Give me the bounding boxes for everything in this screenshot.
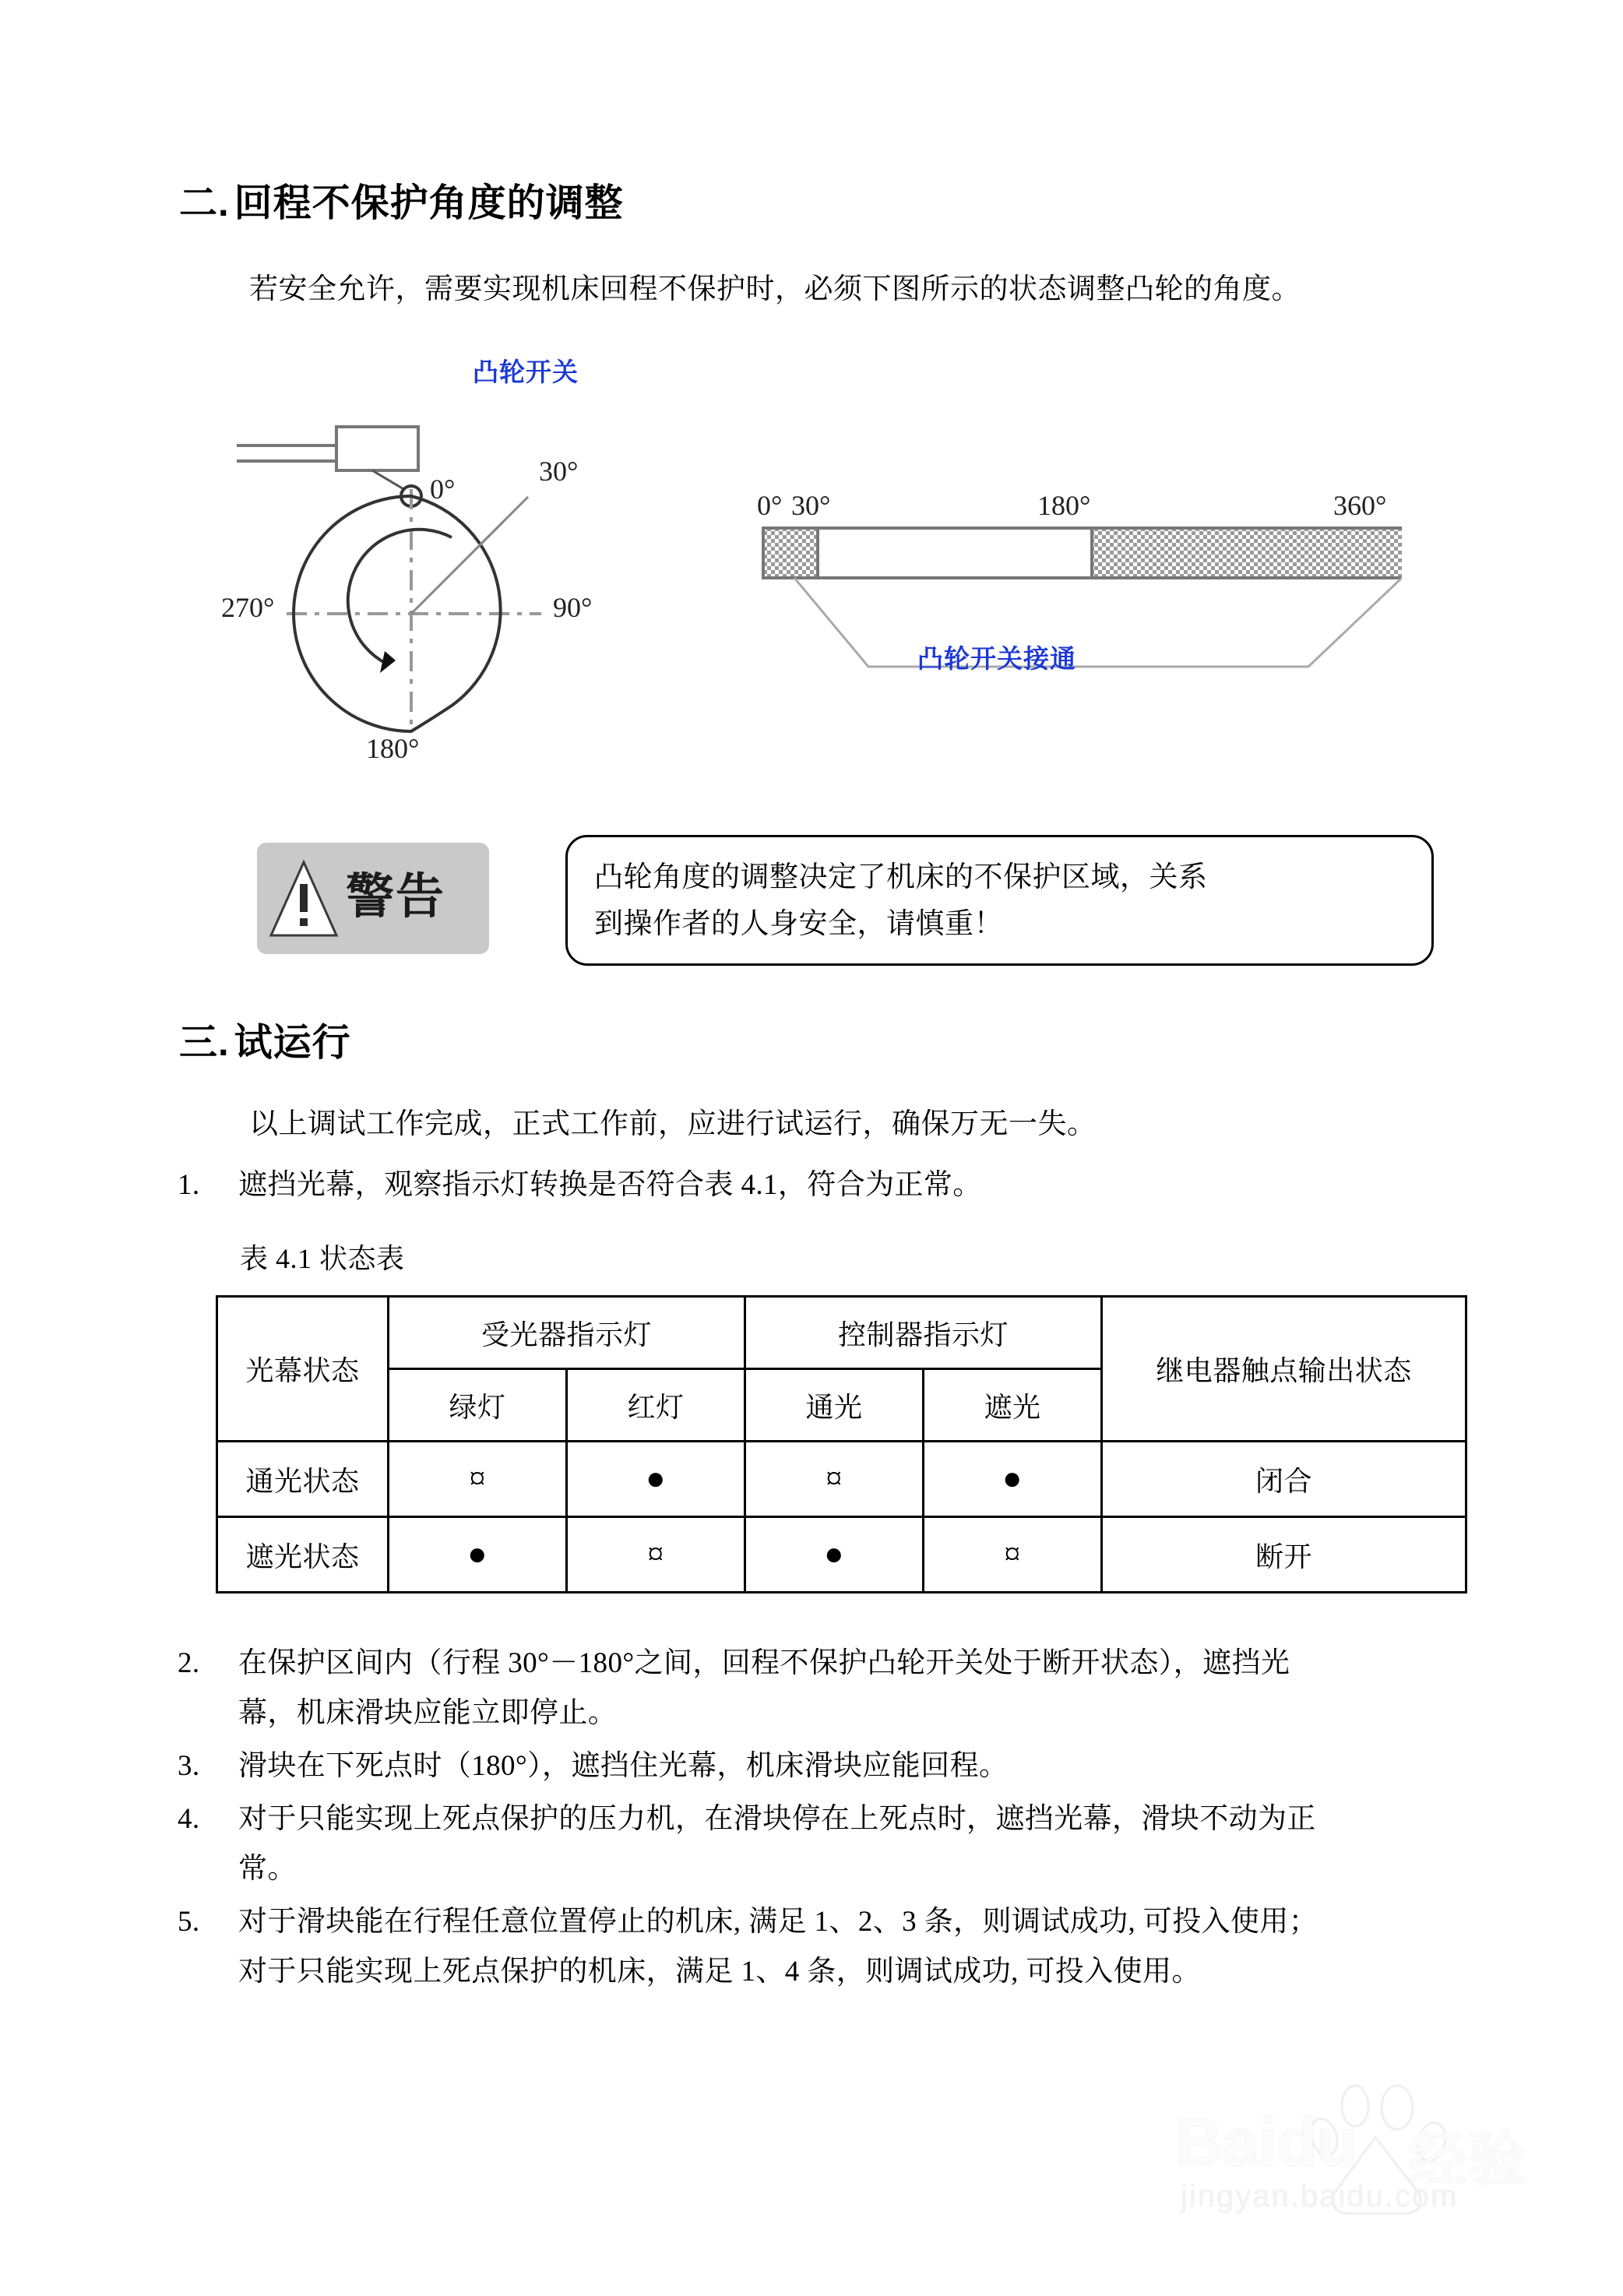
lamp-indicator-icon: ● — [924, 1442, 1102, 1517]
lamp-indicator-icon: ● — [389, 1517, 567, 1593]
table-header-blocked-light: 遮光 — [924, 1369, 1102, 1442]
table-header-state: 光幕状态 — [217, 1297, 389, 1442]
table-cell-relay: 闭合 — [1101, 1442, 1466, 1517]
section-3-paragraph: 以上调试工作完成，正式工作前，应进行试运行，确保万无一失。 — [249, 1108, 1097, 1140]
section-heading-2 — [179, 173, 624, 227]
watermark-url: jingyan.baidu.com — [1181, 2179, 1459, 2213]
bar-label-0: 0° — [757, 490, 783, 521]
warning-icon-badge — [257, 843, 489, 954]
dial-label-180: 180° — [366, 733, 420, 764]
list-item — [178, 1160, 1470, 1210]
table-header-relay: 继电器触点输出状态 — [1101, 1297, 1466, 1442]
bar-label-30: 30° — [791, 490, 831, 521]
list-item — [178, 1639, 1470, 1738]
section-heading-3 — [179, 1012, 351, 1067]
table-cell-state: 通光状态 — [217, 1442, 389, 1517]
section-title-3: 试运行 — [234, 1022, 351, 1064]
list-item-number: 3. — [178, 1750, 200, 1782]
list-item-number: 4. — [178, 1803, 200, 1835]
list-item-body — [238, 1160, 1470, 1210]
cam-switch-on-label: 凸轮开关接通 — [917, 644, 1076, 673]
list-item — [178, 1741, 1470, 1791]
table-header-controller-group: 控制器指示灯 — [745, 1297, 1102, 1369]
bar-label-180: 180° — [1037, 490, 1091, 521]
baidu-paw-icon — [1174, 2076, 1579, 2256]
lamp-indicator-icon: ¤ — [567, 1517, 745, 1593]
warning-triangle-icon — [268, 857, 340, 940]
section-2-paragraph: 若安全允许，需要实现机床回程不保护时，必须下图所示的状态调整凸轮的角度。 — [249, 273, 1301, 305]
lamp-indicator-icon: ● — [745, 1517, 924, 1593]
status-table — [216, 1295, 1467, 1593]
table-row — [217, 1442, 1466, 1517]
lamp-indicator-icon: ● — [567, 1442, 745, 1517]
list-item-body — [238, 1741, 1470, 1791]
cam-angle-figure — [218, 336, 1402, 773]
warning-message-line-1: 凸轮角度的调整决定了机床的不保护区域，关系 — [594, 861, 1208, 893]
list-item-line: 幕，机床滑块应能立即停止。 — [238, 1697, 618, 1729]
cam-switch-label: 凸轮开关 — [473, 357, 579, 386]
list-item-line: 对于只能实现上死点保护的机床，满足 1、4 条，则调试成功, 可投入使用。 — [238, 1956, 1201, 1988]
table-cell-relay: 断开 — [1101, 1517, 1466, 1593]
table-header-pass-light: 通光 — [745, 1369, 924, 1442]
table-header-red-lamp: 红灯 — [567, 1369, 745, 1442]
table-header-green-lamp: 绿灯 — [389, 1369, 567, 1442]
watermark-brand-cn: 经验 — [1408, 2127, 1526, 2193]
bar-label-360: 360° — [1333, 490, 1387, 521]
list-item-line: 在保护区间内（行程 30°－180°之间，回程不保护凸轮开关处于断开状态），遮挡光 — [238, 1647, 1290, 1679]
warning-message-box — [565, 835, 1434, 966]
list-item-body — [238, 1639, 1470, 1738]
section-number-2: 二. — [179, 182, 230, 224]
list-item-line: 常。 — [238, 1853, 297, 1885]
list-item-body — [238, 1897, 1486, 1997]
list-item — [178, 1897, 1486, 1997]
lamp-indicator-icon: ¤ — [745, 1442, 924, 1517]
warning-label: 警告 — [346, 869, 446, 924]
table-row — [217, 1517, 1466, 1593]
list-item — [178, 1794, 1470, 1894]
list-item-body — [238, 1794, 1470, 1894]
dial-label-90: 90° — [553, 592, 593, 623]
dial-label-30: 30° — [539, 456, 579, 487]
baidu-watermark — [1174, 2076, 1579, 2256]
warning-block — [257, 835, 1449, 971]
dial-label-0: 0° — [430, 474, 456, 505]
list-item-line: 遮挡光幕，观察指示灯转换是否符合表 4.1，符合为正常。 — [238, 1169, 982, 1201]
watermark-brand: Baidu — [1174, 2105, 1357, 2180]
list-item-number: 2. — [178, 1647, 200, 1679]
list-item-line: 对于滑块能在行程任意位置停止的机床, 满足 1、2、3 条，则调试成功, 可投入使用； — [238, 1906, 1318, 1938]
table-header-receiver-group: 受光器指示灯 — [389, 1297, 745, 1369]
cam-diagram-svg — [218, 336, 1402, 773]
warning-message-line-2: 到操作者的人身安全，请慎重！ — [594, 908, 1003, 940]
lamp-indicator-icon: ¤ — [389, 1442, 567, 1517]
list-item-line: 滑块在下死点时（180°），遮挡住光幕，机床滑块应能回程。 — [238, 1750, 1009, 1782]
section-number-3: 三. — [179, 1022, 230, 1064]
table-cell-state: 遮光状态 — [217, 1517, 389, 1593]
list-item-number: 1. — [178, 1169, 200, 1201]
section-title-2: 回程不保护角度的调整 — [234, 182, 624, 224]
table-header-row-top — [217, 1297, 1466, 1369]
table-caption: 表 4.1 状态表 — [240, 1243, 405, 1274]
list-item-line: 对于只能实现上死点保护的压力机，在滑块停在上死点时，遮挡光幕，滑块不动为正 — [238, 1803, 1316, 1835]
warning-message-text — [594, 854, 1410, 948]
list-item-number: 5. — [178, 1906, 200, 1938]
lamp-indicator-icon: ¤ — [924, 1517, 1102, 1593]
dial-label-270: 270° — [221, 592, 275, 623]
